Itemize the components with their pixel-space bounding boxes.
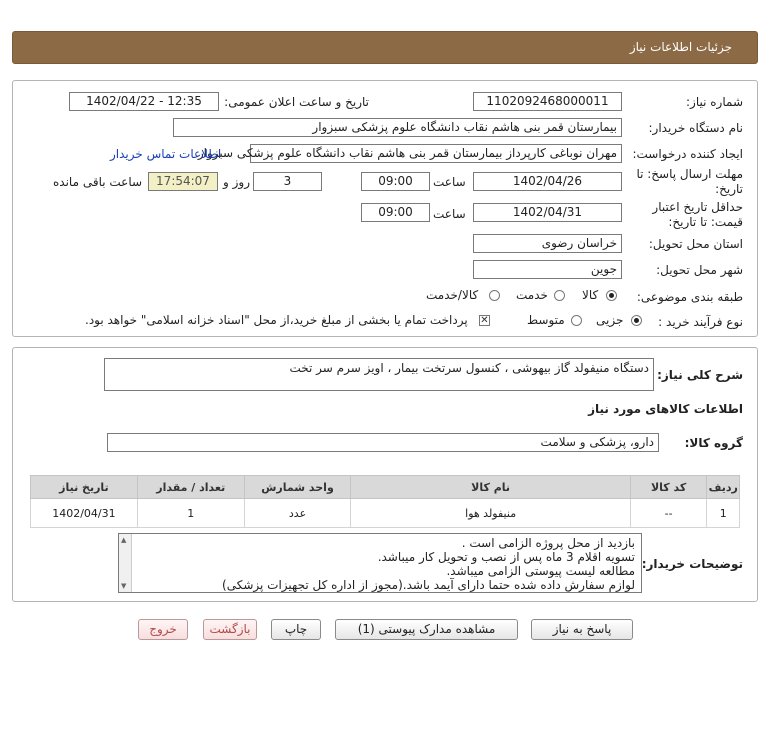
category-goods-radio[interactable] — [606, 290, 617, 301]
validity-label-1: حداقل تاریخ اعتبار — [652, 200, 743, 214]
page-header — [12, 31, 758, 64]
buyer-notes-label: توضیحات خریدار: — [641, 557, 743, 571]
purchase-medium-label: متوسط — [527, 313, 565, 327]
cell-row: 1 — [707, 499, 740, 528]
col-qty: تعداد / مقدار — [137, 476, 244, 499]
buyer-org-label: نام دستگاه خریدار: — [648, 121, 743, 135]
note-line: تسویه اقلام 3 ماه پس از نصب و تحویل کار میباشد. — [377, 550, 635, 564]
col-name: نام کالا — [351, 476, 630, 499]
treasury-payment-note: پرداخت تمام یا بخشی از مبلغ خرید،از محل "اسناد خزانه اسلامی" خواهد بود. — [85, 313, 468, 327]
reply-button[interactable] — [531, 619, 633, 640]
exit-button[interactable] — [138, 619, 188, 640]
reply-time-field[interactable]: 09:00 — [361, 172, 430, 191]
col-date: تاریخ نیاز — [31, 476, 138, 499]
notes-scrollbar[interactable] — [119, 534, 132, 592]
note-line: بازدید از محل پروژه الزامی است . — [461, 536, 635, 550]
need-number-field[interactable]: 1102092468000011 — [473, 92, 622, 111]
validity-time-label: ساعت — [433, 207, 466, 221]
back-button-label: بازگشت — [209, 622, 251, 636]
buyer-org-field[interactable]: بیمارستان قمر بنی هاشم نقاب دانشگاه علوم پزشکی سبزوار — [173, 118, 622, 137]
need-number-label: شماره نیاز: — [686, 95, 743, 109]
reply-button-label: پاسخ به نیاز — [552, 622, 612, 636]
category-goods-label: کالا — [582, 288, 599, 302]
creator-field[interactable]: مهران نوباغی کارپرداز بیمارستان قمر بنی هاشم نقاب دانشگاه علوم پزشکی سبزوار — [250, 144, 622, 163]
contact-buyer-link[interactable]: اطلاعات تماس خریدار — [110, 147, 222, 161]
validity-label-2: قیمت: تا تاریخ: — [668, 215, 743, 229]
category-service-label: خدمت — [516, 288, 548, 302]
category-goods-service-label: کالا/خدمت — [426, 288, 479, 302]
province-field[interactable]: خراسان رضوی — [473, 234, 622, 253]
exit-button-label: خروج — [149, 622, 177, 636]
attachments-button[interactable] — [335, 619, 518, 640]
cell-unit: عدد — [244, 499, 351, 528]
back-button[interactable] — [203, 619, 257, 640]
cell-qty: 1 — [137, 499, 244, 528]
city-field[interactable]: جوین — [473, 260, 622, 279]
category-service-radio[interactable] — [554, 290, 565, 301]
cell-name: منیفولد هوا — [351, 499, 630, 528]
days-field[interactable]: 3 — [253, 172, 322, 191]
city-label: شهر محل تحویل: — [656, 263, 743, 277]
print-button-label: چاپ — [284, 622, 308, 636]
reply-time-label: ساعت — [433, 175, 466, 189]
scroll-up-icon[interactable]: ▲ — [121, 536, 127, 544]
goods-section-title: اطلاعات کالاهای مورد نیاز — [588, 402, 743, 416]
validity-date-field[interactable]: 1402/04/31 — [473, 203, 622, 222]
announce-label: تاریخ و ساعت اعلان عمومی: — [224, 95, 369, 109]
purchase-type-label: نوع فرآیند خرید : — [658, 315, 743, 329]
reply-deadline-label-1: مهلت ارسال پاسخ: تا — [636, 167, 743, 181]
page-title: جزئیات اطلاعات نیاز — [629, 40, 732, 54]
reply-date-field[interactable]: 1402/04/26 — [473, 172, 622, 191]
goods-group-field: دارو، پزشکی و سلامت — [107, 433, 659, 452]
buyer-notes-field[interactable] — [118, 533, 642, 593]
note-line: مطالعه لیست پیوستی الزامی میباشد. — [446, 564, 635, 578]
col-code: کد کالا — [630, 476, 707, 499]
col-row: ردیف — [707, 476, 740, 499]
days-label: روز و — [223, 175, 250, 189]
announce-field[interactable]: 1402/04/22 - 12:35 — [69, 92, 219, 111]
creator-label: ایجاد کننده درخواست: — [632, 147, 743, 161]
remaining-time-field: 17:54:07 — [148, 172, 218, 191]
category-label: طبقه بندی موضوعی: — [636, 290, 743, 304]
table-row — [31, 499, 740, 528]
reply-deadline-label-2: تاریخ: — [715, 182, 743, 196]
treasury-payment-checkbox[interactable]: ✕ — [480, 315, 489, 326]
goods-table — [30, 475, 740, 528]
scroll-down-icon[interactable]: ▼ — [121, 582, 127, 590]
category-goods-service-radio[interactable] — [489, 290, 500, 301]
note-line: لوازم سفارش داده شده حتما دارای آیمد باشد.(مجوز از اداره کل تجهیزات پزشکی) — [222, 578, 635, 592]
print-button[interactable] — [271, 619, 321, 640]
cell-code: -- — [630, 499, 707, 528]
goods-group-label: گروه کالا: — [684, 436, 743, 450]
summary-field: دستگاه منیفولد گاز بیهوشی ، کنسول سرتخت بیمار ، اویز سرم سر تخت — [104, 358, 654, 391]
validity-time-field[interactable]: 09:00 — [361, 203, 430, 222]
cell-date: 1402/04/31 — [31, 499, 138, 528]
goods-table-header — [31, 476, 740, 499]
purchase-minor-label: جزیی — [596, 313, 624, 327]
province-label: استان محل تحویل: — [648, 237, 743, 251]
purchase-medium-radio[interactable] — [571, 315, 582, 326]
purchase-minor-radio[interactable] — [631, 315, 642, 326]
col-unit: واحد شمارش — [244, 476, 351, 499]
summary-label: شرح کلی نیاز: — [657, 368, 743, 382]
remaining-label: ساعت باقی مانده — [53, 175, 143, 189]
attachments-button-label: مشاهده مدارک پیوستی (1) — [357, 622, 496, 636]
